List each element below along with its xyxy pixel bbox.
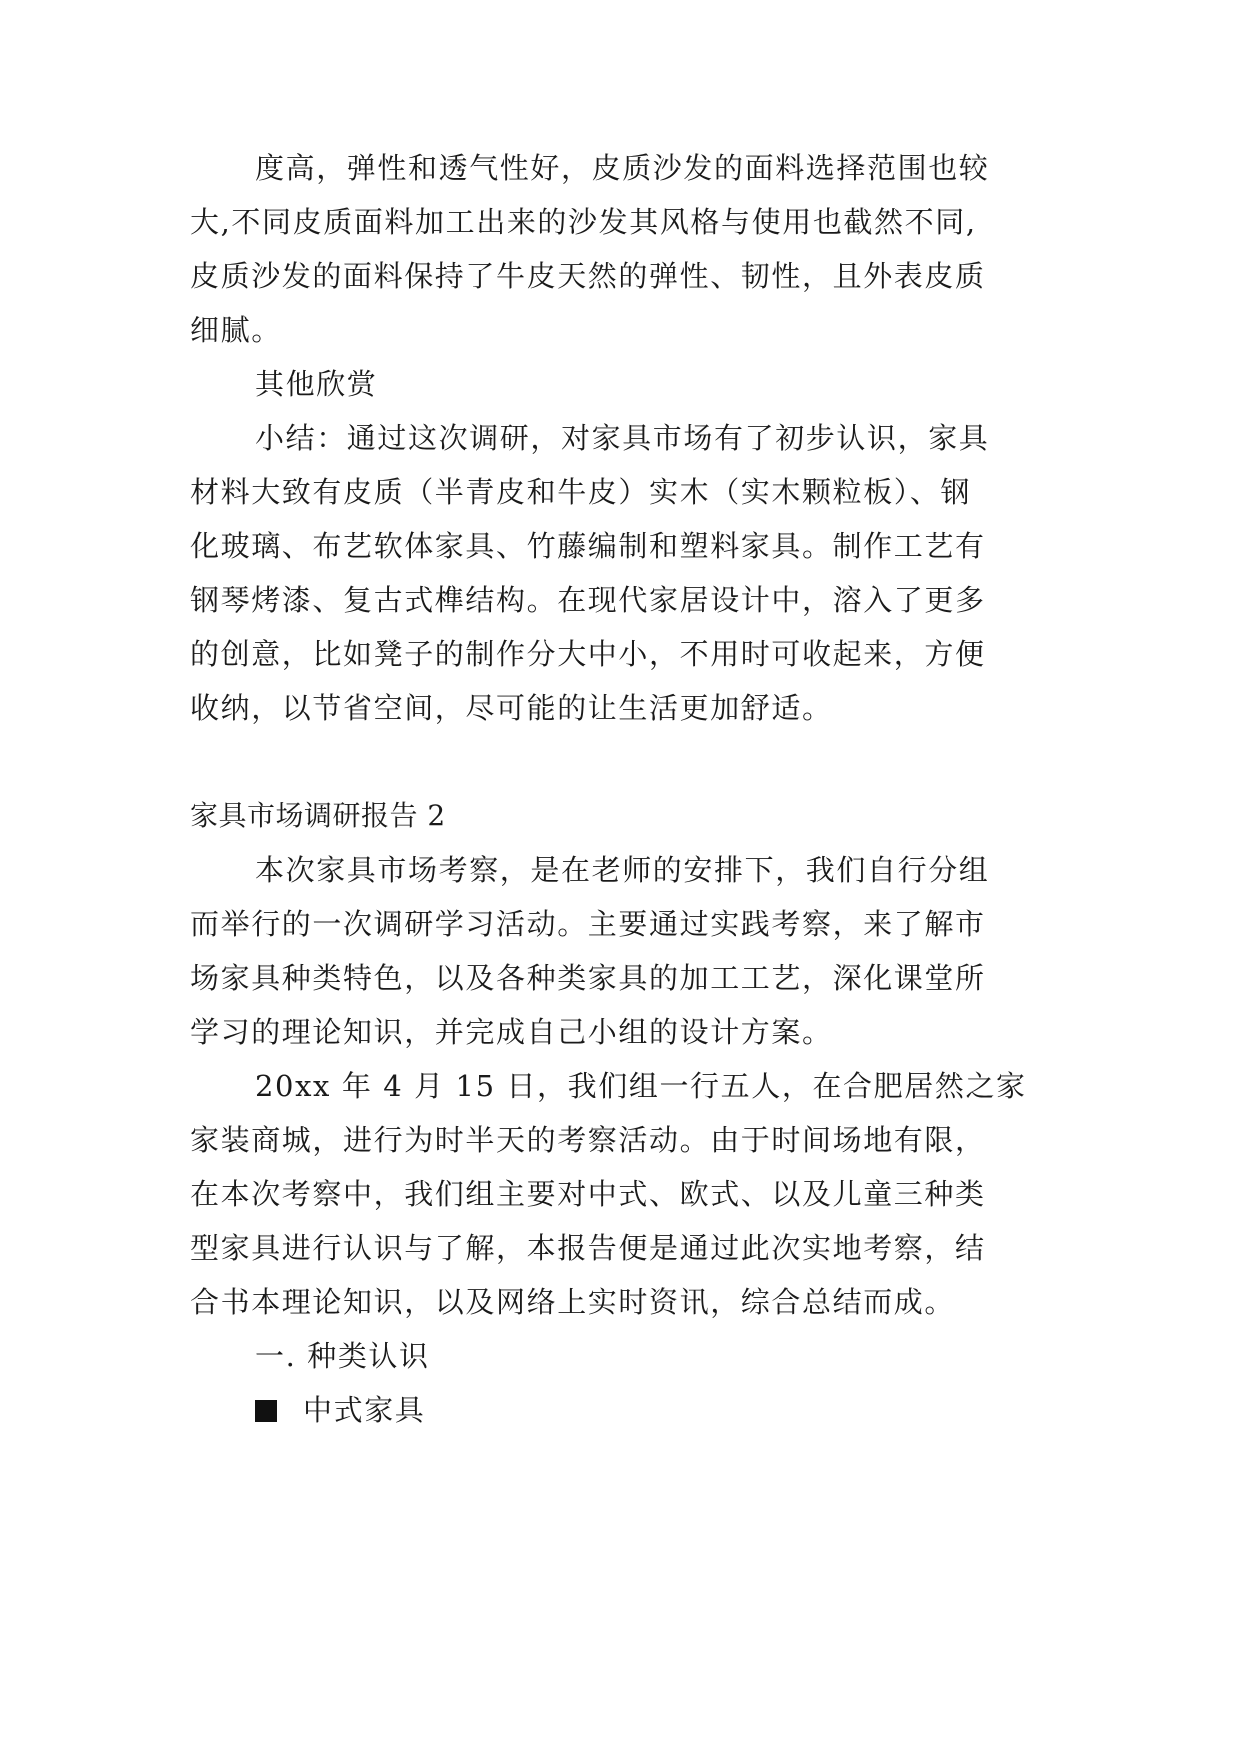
subheading: 一. 种类认识 [255, 1339, 430, 1373]
bullet-item [255, 1392, 425, 1428]
black-square-bullet-icon [255, 1400, 277, 1422]
summary-line: 的创意，比如凳子的制作分大中小，不用时可收起来，方便 [190, 637, 986, 671]
other-appreciation-label: 其他欣赏 [255, 367, 378, 401]
paragraph-line: 型家具进行认识与了解，本报告便是通过此次实地考察，结 [190, 1231, 986, 1265]
paragraph-line: 细腻。 [190, 313, 282, 347]
summary-line: 小结：通过这次调研，对家具市场有了初步认识，家具 [255, 421, 990, 455]
paragraph-line: 皮质沙发的面料保持了牛皮天然的弹性、韧性，且外表皮质 [190, 259, 986, 293]
paragraph-line: 在本次考察中，我们组主要对中式、欧式、以及儿童三种类 [190, 1177, 986, 1211]
summary-line: 材料大致有皮质（半青皮和牛皮）实木（实木颗粒板）、钢 [190, 475, 972, 509]
paragraph-line: 大,不同皮质面料加工出来的沙发其风格与使用也截然不同, [190, 205, 977, 239]
paragraph-line: 而举行的一次调研学习活动。主要通过实践考察，来了解市 [190, 907, 986, 941]
paragraph-line: 20xx 年 4 月 15 日，我们组一行五人，在合肥居然之家 [255, 1069, 1027, 1103]
summary-line: 钢琴烤漆、复古式榫结构。在现代家居设计中，溶入了更多 [190, 583, 986, 617]
paragraph-line: 度高，弹性和透气性好，皮质沙发的面料选择范围也较 [255, 151, 990, 185]
bullet-item-label: 中式家具 [303, 1393, 426, 1427]
section-title: 家具市场调研报告 2 [190, 799, 446, 832]
summary-line: 收纳，以节省空间，尽可能的让生活更加舒适。 [190, 691, 833, 725]
paragraph-line: 本次家具市场考察，是在老师的安排下，我们自行分组 [255, 853, 990, 887]
paragraph-line: 学习的理论知识，并完成自己小组的设计方案。 [190, 1015, 833, 1049]
summary-line: 化玻璃、布艺软体家具、竹藤编制和塑料家具。制作工艺有 [190, 529, 986, 563]
paragraph-line: 场家具种类特色，以及各种类家具的加工工艺，深化课堂所 [190, 961, 986, 995]
paragraph-line: 合书本理论知识，以及网络上实时资讯，综合总结而成。 [190, 1285, 956, 1319]
paragraph-line: 家装商城，进行为时半天的考察活动。由于时间场地有限， [190, 1123, 986, 1157]
